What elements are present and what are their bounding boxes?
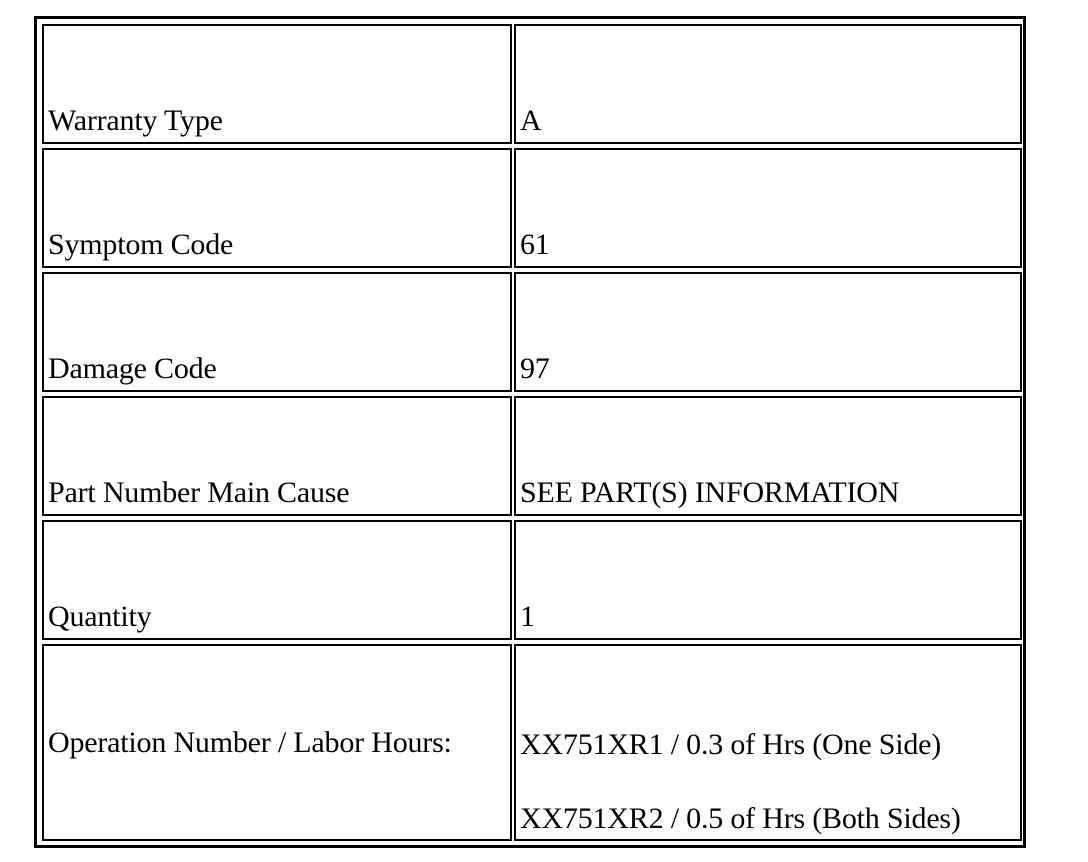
row-label: Symptom Code	[48, 228, 234, 261]
label-cell-symptom-code	[42, 148, 512, 268]
row-value: A	[520, 104, 542, 137]
value-cell-quantity	[514, 520, 1022, 640]
value-cell-damage-code	[514, 272, 1022, 392]
row-label: Part Number Main Cause	[48, 476, 350, 509]
value-cell-warranty-type	[514, 24, 1022, 144]
row-label: Warranty Type	[48, 104, 223, 137]
operation-line-both-sides: XX751XR2 / 0.5 of Hrs (Both Sides)	[520, 802, 961, 835]
label-cell-operation-number	[42, 644, 512, 841]
value-cell-part-number-main-cause	[514, 396, 1022, 516]
label-cell-damage-code	[42, 272, 512, 392]
label-cell-quantity	[42, 520, 512, 640]
row-value: SEE PART(S) INFORMATION	[520, 476, 900, 509]
value-cell-operation-number	[514, 644, 1022, 841]
row-value: 97	[520, 352, 550, 385]
value-cell-symptom-code	[514, 148, 1022, 268]
row-label: Quantity	[48, 600, 152, 633]
operation-line-one-side: XX751XR1 / 0.3 of Hrs (One Side)	[520, 728, 942, 761]
warranty-info-table	[34, 16, 1026, 848]
label-cell-part-number-main-cause	[42, 396, 512, 516]
row-label: Operation Number / Labor Hours:	[48, 725, 452, 759]
row-label: Damage Code	[48, 352, 217, 385]
row-value: 61	[520, 228, 550, 261]
row-value: 1	[520, 600, 535, 633]
label-cell-warranty-type	[42, 24, 512, 144]
